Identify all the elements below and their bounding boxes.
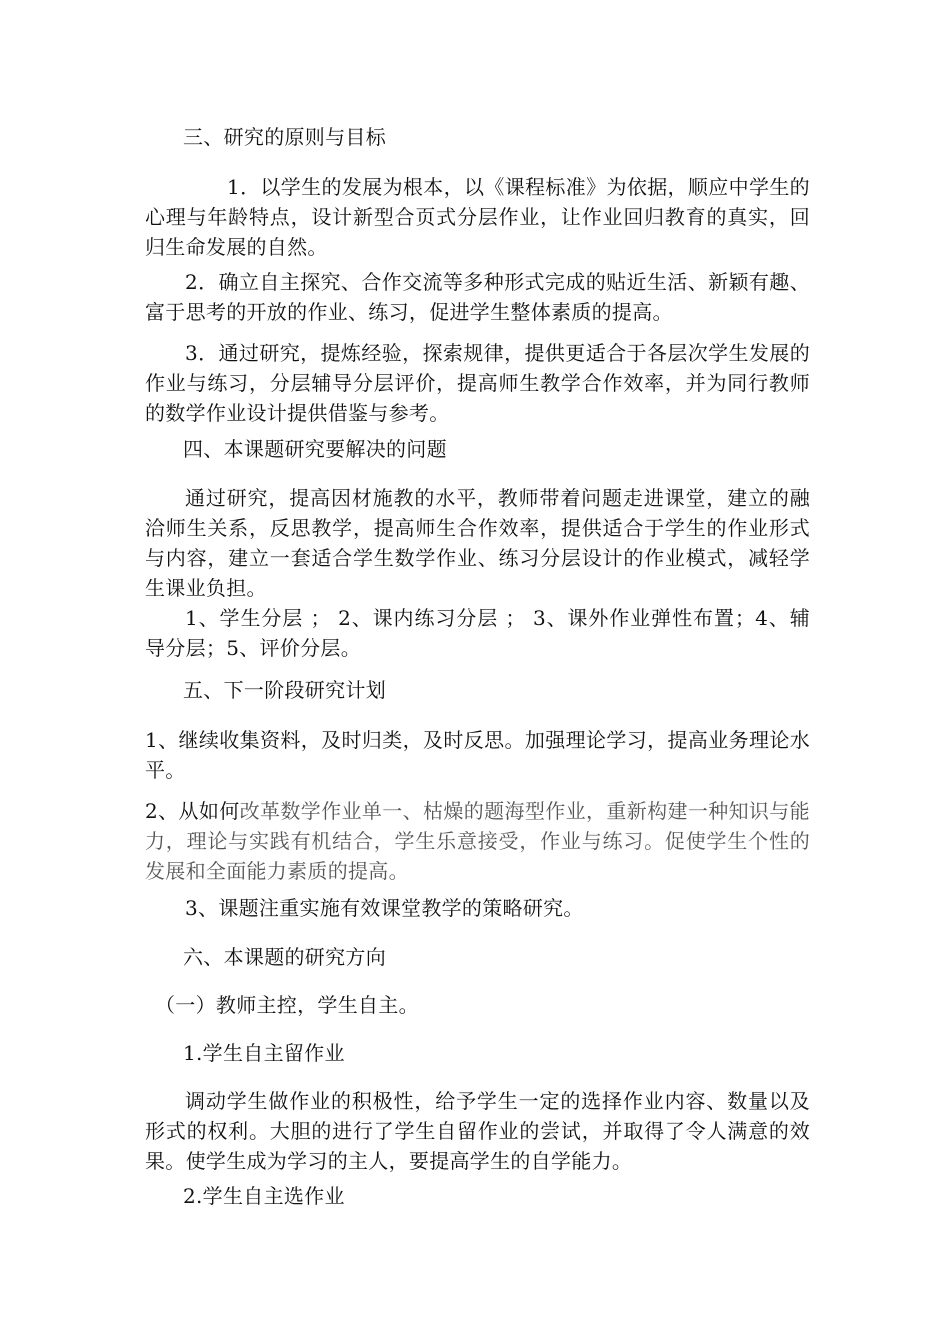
section-heading-4: 四、本课题研究要解决的问题 xyxy=(183,437,447,461)
paragraph-goal-3: 3．通过研究，提炼经验，探索规律，提供更适合于各层次学生发展的作业与练习，分层辅导分层评价，提高师生教学合作效率，并为同行教师的数学作业设计提供借鉴与参考。 xyxy=(145,341,810,425)
paragraph-goal-2: 2．确立自主探究、合作交流等多种形式完成的贴近生活、新颖有趣、富于思考的开放的作业、练习，促进学生整体素质的提高。 xyxy=(145,270,810,324)
paragraph-plan-2 xyxy=(145,796,810,886)
paragraph-problem-2: 1、学生分层 ； 2、课内练习分层 ； 3、课外作业弹性布置；4、辅导分层；5、评价分层。 xyxy=(145,606,810,660)
subsection-heading-6-1: （一）教师主控，学生自主。 xyxy=(155,993,419,1017)
paragraph-goal-1: 1．以学生的发展为根本，以《课程标准》为依据，顺应中学生的心理与年龄特点，设计新型合页式分层作业，让作业回归教育的真实，回归生命发展的自然。 xyxy=(145,175,810,259)
section-heading-6: 六、本课题的研究方向 xyxy=(183,945,386,969)
paragraph-problem-1: 通过研究，提高因材施教的水平，教师带着问题走进课堂，建立的融洽师生关系，反思教学，提高师生合作效率，提供适合于学生的作业形式与内容，建立一套适合学生数学作业、练习分层设计的作业模式，减轻学生课业负担。 xyxy=(145,486,810,600)
subsection-heading-6-1-1: 1.学生自主留作业 xyxy=(183,1041,345,1065)
section-heading-3: 三、研究的原则与目标 xyxy=(183,125,386,149)
paragraph-plan-3: 3、课题注重实施有效课堂教学的策略研究。 xyxy=(185,896,584,920)
paragraph-plan-2-body: 改革数学作业单一、枯燥的题海型作业，重新构建一种知识与能力，理论与实践有机结合，学生乐意接受，作业与练习。促使学生个性的发展和全面能力素质的提高。 xyxy=(145,799,810,883)
paragraph-plan-2-lead: 2、从如何 xyxy=(145,799,240,823)
section-heading-5: 五、下一阶段研究计划 xyxy=(183,678,386,702)
paragraph-plan-1: 1、继续收集资料，及时归类，及时反思。加强理论学习，提高业务理论水平。 xyxy=(145,728,810,782)
paragraph-direction-1: 调动学生做作业的积极性，给予学生一定的选择作业内容、数量以及形式的权利。大胆的进行了学生自留作业的尝试，并取得了令人满意的效果。使学生成为学习的主人，要提高学生的自学能力。 xyxy=(145,1089,810,1173)
subsection-heading-6-1-2: 2.学生自主选作业 xyxy=(183,1184,345,1208)
